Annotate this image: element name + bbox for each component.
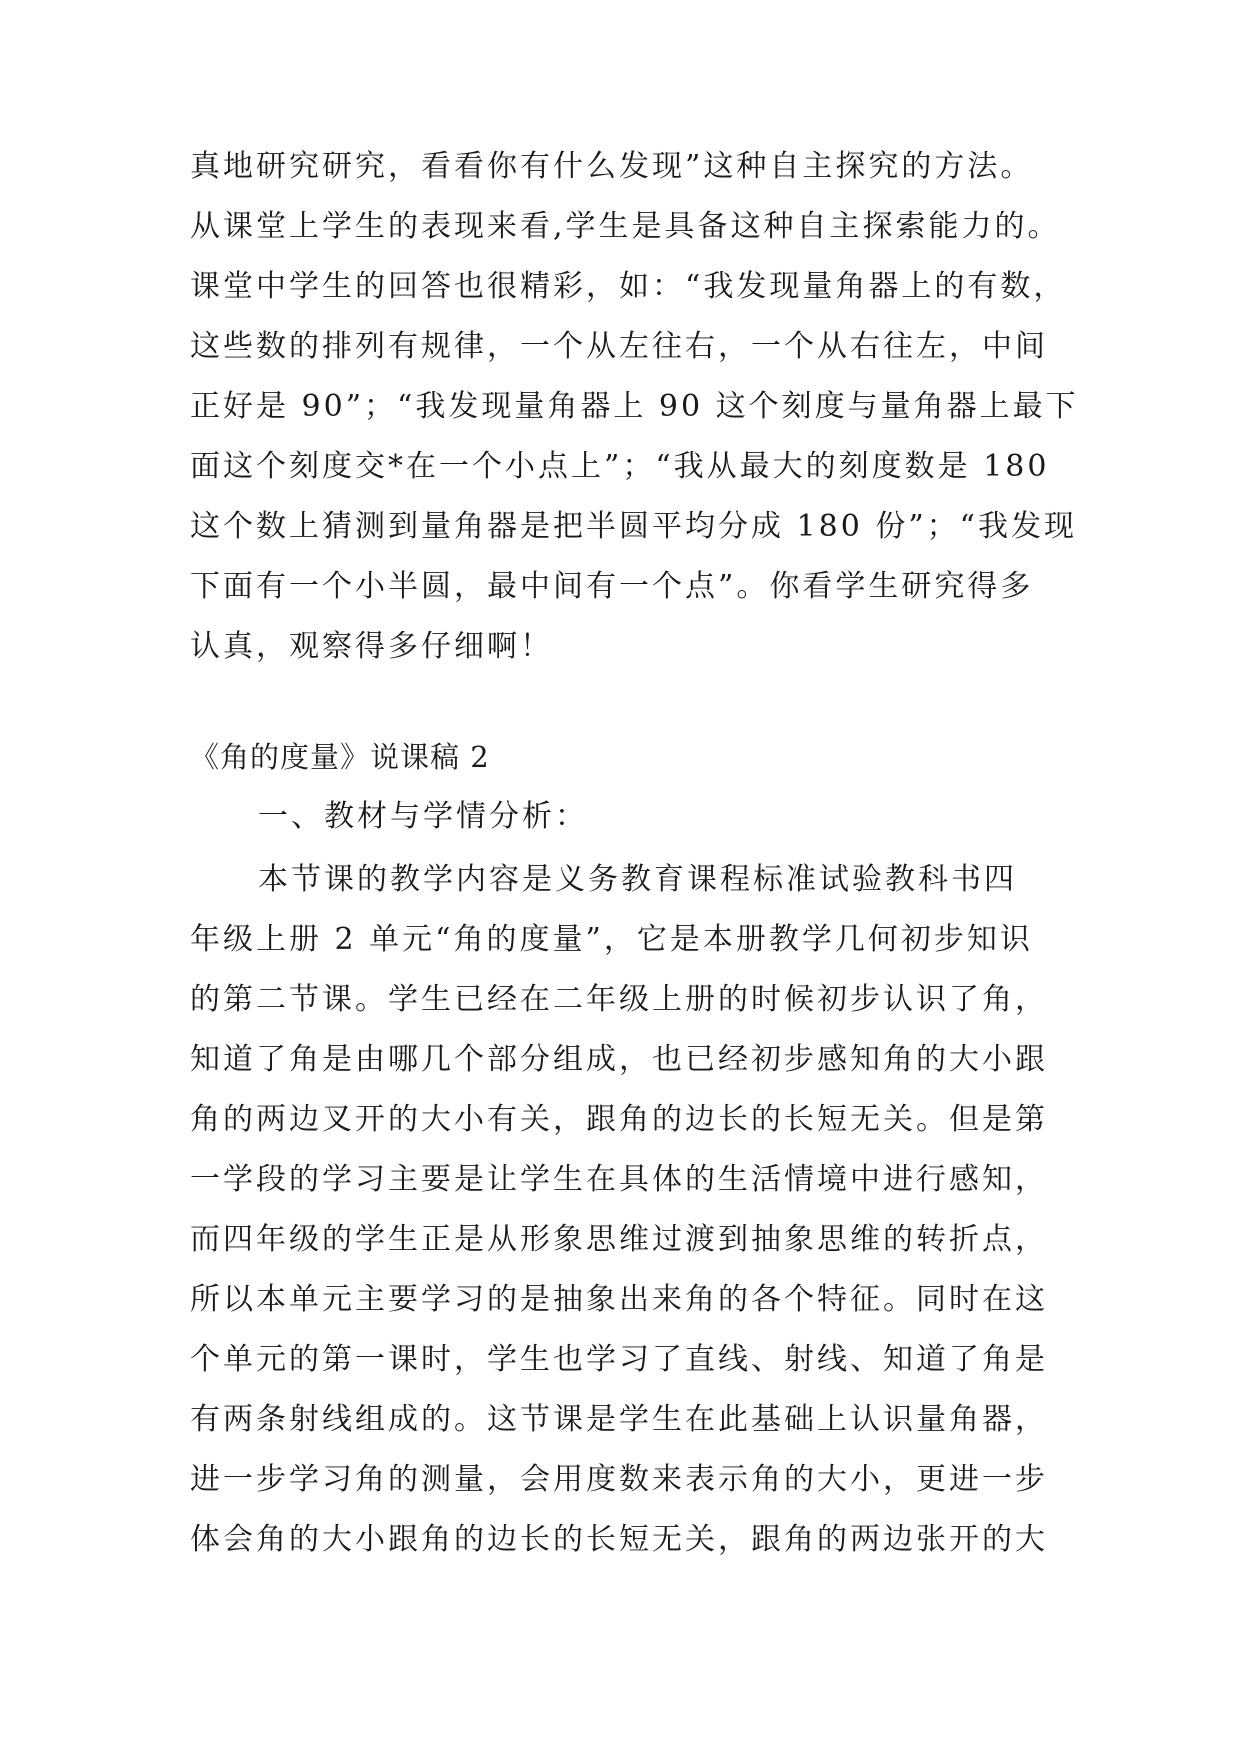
paragraph-line: 所以本单元主要学习的是抽象出来角的各个特征。同时在这	[190, 1282, 1048, 1317]
paragraph-line: 知道了角是由哪几个部分组成，也已经初步感知角的大小跟	[190, 1042, 1048, 1077]
paragraph-line: 年级上册 2 单元“角的度量”，它是本册教学几何初步知识	[190, 922, 1033, 957]
text-line: 认真，观察得多仔细啊！	[190, 629, 553, 664]
paragraph-line: 本节课的教学内容是义务教育课程标准试验教科书四	[258, 862, 1017, 897]
paragraph-line: 一学段的学习主要是让学生在具体的生活情境中进行感知，	[190, 1162, 1048, 1197]
text-line: 下面有一个小半圆，最中间有一个点”。你看学生研究得多	[190, 569, 1034, 604]
heading-1: 一、教材与学情分析：	[258, 799, 588, 834]
paragraph-line: 而四年级的学生正是从形象思维过渡到抽象思维的转折点，	[190, 1222, 1048, 1257]
text-line: 正好是 90”；“我发现量角器上 90 这个刻度与量角器上最下	[190, 389, 1079, 424]
text-line: 这个数上猜测到量角器是把半圆平均分成 180 份”；“我发现	[190, 509, 1078, 544]
paragraph-line: 的第二节课。学生已经在二年级上册的时候初步认识了角，	[190, 982, 1048, 1017]
text-line: 这些数的排列有规律，一个从左往右，一个从右往左，中间	[190, 329, 1048, 364]
text-line: 从课堂上学生的表现来看,学生是具备这种自主探索能力的。	[190, 209, 1061, 244]
text-line: 课堂中学生的回答也很精彩，如：“我发现量角器上的有数，	[190, 269, 1067, 304]
section-title: 《角的度量》说课稿 2	[190, 740, 490, 774]
paragraph-line: 角的两边叉开的大小有关，跟角的边长的长短无关。但是第	[190, 1102, 1048, 1137]
text-line: 面这个刻度交*在一个小点上”；“我从最大的刻度数是 180	[190, 449, 1050, 484]
paragraph-line: 有两条射线组成的。这节课是学生在此基础上认识量角器，	[190, 1402, 1048, 1437]
text-line: 真地研究研究，看看你有什么发现”这种自主探究的方法。	[190, 149, 1034, 184]
paragraph-line: 进一步学习角的测量，会用度数来表示角的大小，更进一步	[190, 1462, 1048, 1497]
paragraph-line: 体会角的大小跟角的边长的长短无关，跟角的两边张开的大	[190, 1522, 1048, 1557]
paragraph-line: 个单元的第一课时，学生也学习了直线、射线、知道了角是	[190, 1342, 1048, 1377]
